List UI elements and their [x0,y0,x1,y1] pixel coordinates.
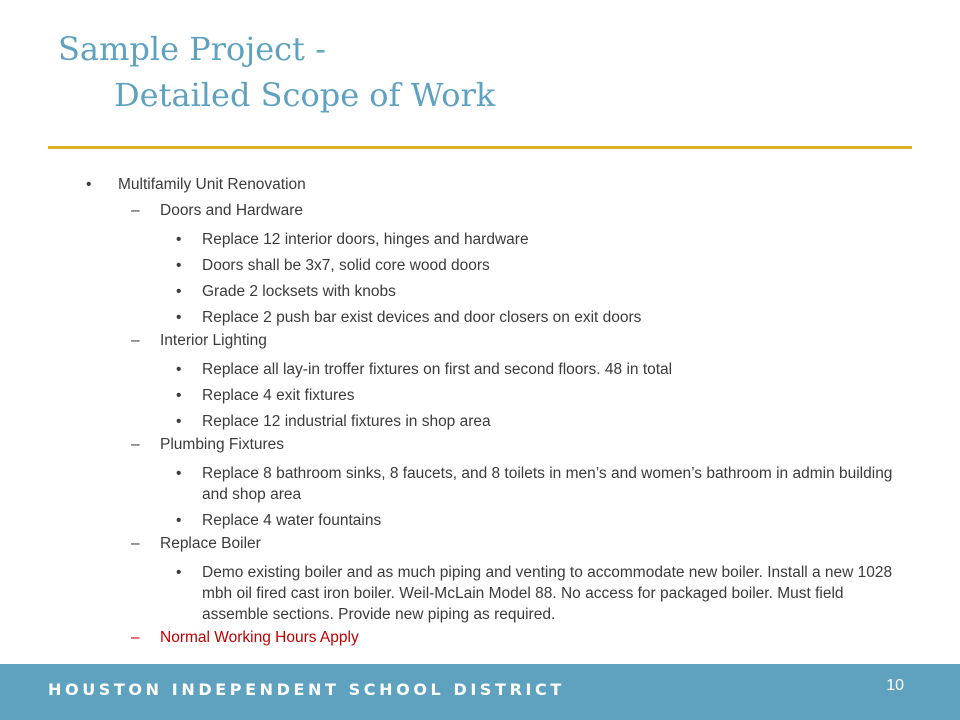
list-item-text: Doors shall be 3x7, solid core wood doors [202,257,490,274]
list-item-text: Replace 8 bathroom sinks, 8 faucets, and 8 toilets in men’s and women’s bathroom in admin building and shop area [202,465,893,503]
list-item [0,307,960,328]
list-item-text: Replace 4 exit fixtures [202,387,355,404]
sub-heading-plumbing [0,432,960,458]
list-item-text: Replace 2 push bar exist devices and door closers on exit doors [202,309,642,326]
sub-heading-text: Plumbing Fixtures [160,436,285,453]
bullet-text: Multifamily Unit Renovation [118,176,306,193]
list-item [0,510,960,531]
bullet-marker: • [176,283,182,300]
list-item [0,463,960,505]
bullet-marker: • [176,465,182,482]
sub-heading-text: Interior Lighting [160,332,267,349]
bullet-marker: • [176,564,182,581]
bullet-marker: • [176,257,182,274]
bullet-marker: • [176,387,182,404]
dash-marker: – [131,629,140,646]
slide-title [58,26,495,118]
bullet-marker: • [176,512,182,529]
list-item [0,281,960,302]
bullet-marker: • [176,231,182,248]
bullet-marker: • [176,309,182,326]
bullet-marker: • [176,413,182,430]
list-item [0,359,960,380]
sub-heading-doors [0,198,960,224]
bullet-marker: • [176,361,182,378]
list-item-text: Replace all lay-in troffer fixtures on first and second floors. 48 in total [202,361,673,378]
list-item-text: Grade 2 locksets with knobs [202,283,396,300]
bullet-marker: • [86,176,92,193]
dash-marker: – [131,202,140,219]
page-number: 10 [886,677,904,694]
list-item-text: Demo existing boiler and as much piping and venting to accommodate new boiler. Install a new 1028 mbh oil fired cast iron boiler. Weil-McLain Model 88. No access for packaged boiler. Must field assemble sections. Provide new piping as required. [202,564,893,623]
sub-heading-text: Doors and Hardware [160,202,304,219]
title-divider [48,146,912,149]
list-item-text: Replace 12 interior doors, hinges and hardware [202,231,529,248]
footer-bar [0,664,960,720]
dash-marker: – [131,436,140,453]
list-item [0,255,960,276]
slide-body [0,172,960,651]
sub-heading-text: Replace Boiler [160,535,261,552]
list-item-text: Replace 4 water fountains [202,512,382,529]
sub-heading-lighting [0,328,960,354]
bullet-main [0,172,960,198]
list-item [0,229,960,250]
list-item [0,385,960,406]
sub-heading-working-hours [0,625,960,651]
dash-marker: – [131,535,140,552]
sub-heading-text: Normal Working Hours Apply [160,629,359,646]
list-item [0,411,960,432]
organization-name: HOUSTON INDEPENDENT SCHOOL DISTRICT [48,680,565,699]
dash-marker: – [131,332,140,349]
list-item-text: Replace 12 industrial fixtures in shop area [202,413,491,430]
sub-heading-boiler [0,531,960,557]
list-item [0,562,960,625]
title-line-1: Sample Project - [58,30,326,68]
title-line-2: Detailed Scope of Work [114,76,496,114]
